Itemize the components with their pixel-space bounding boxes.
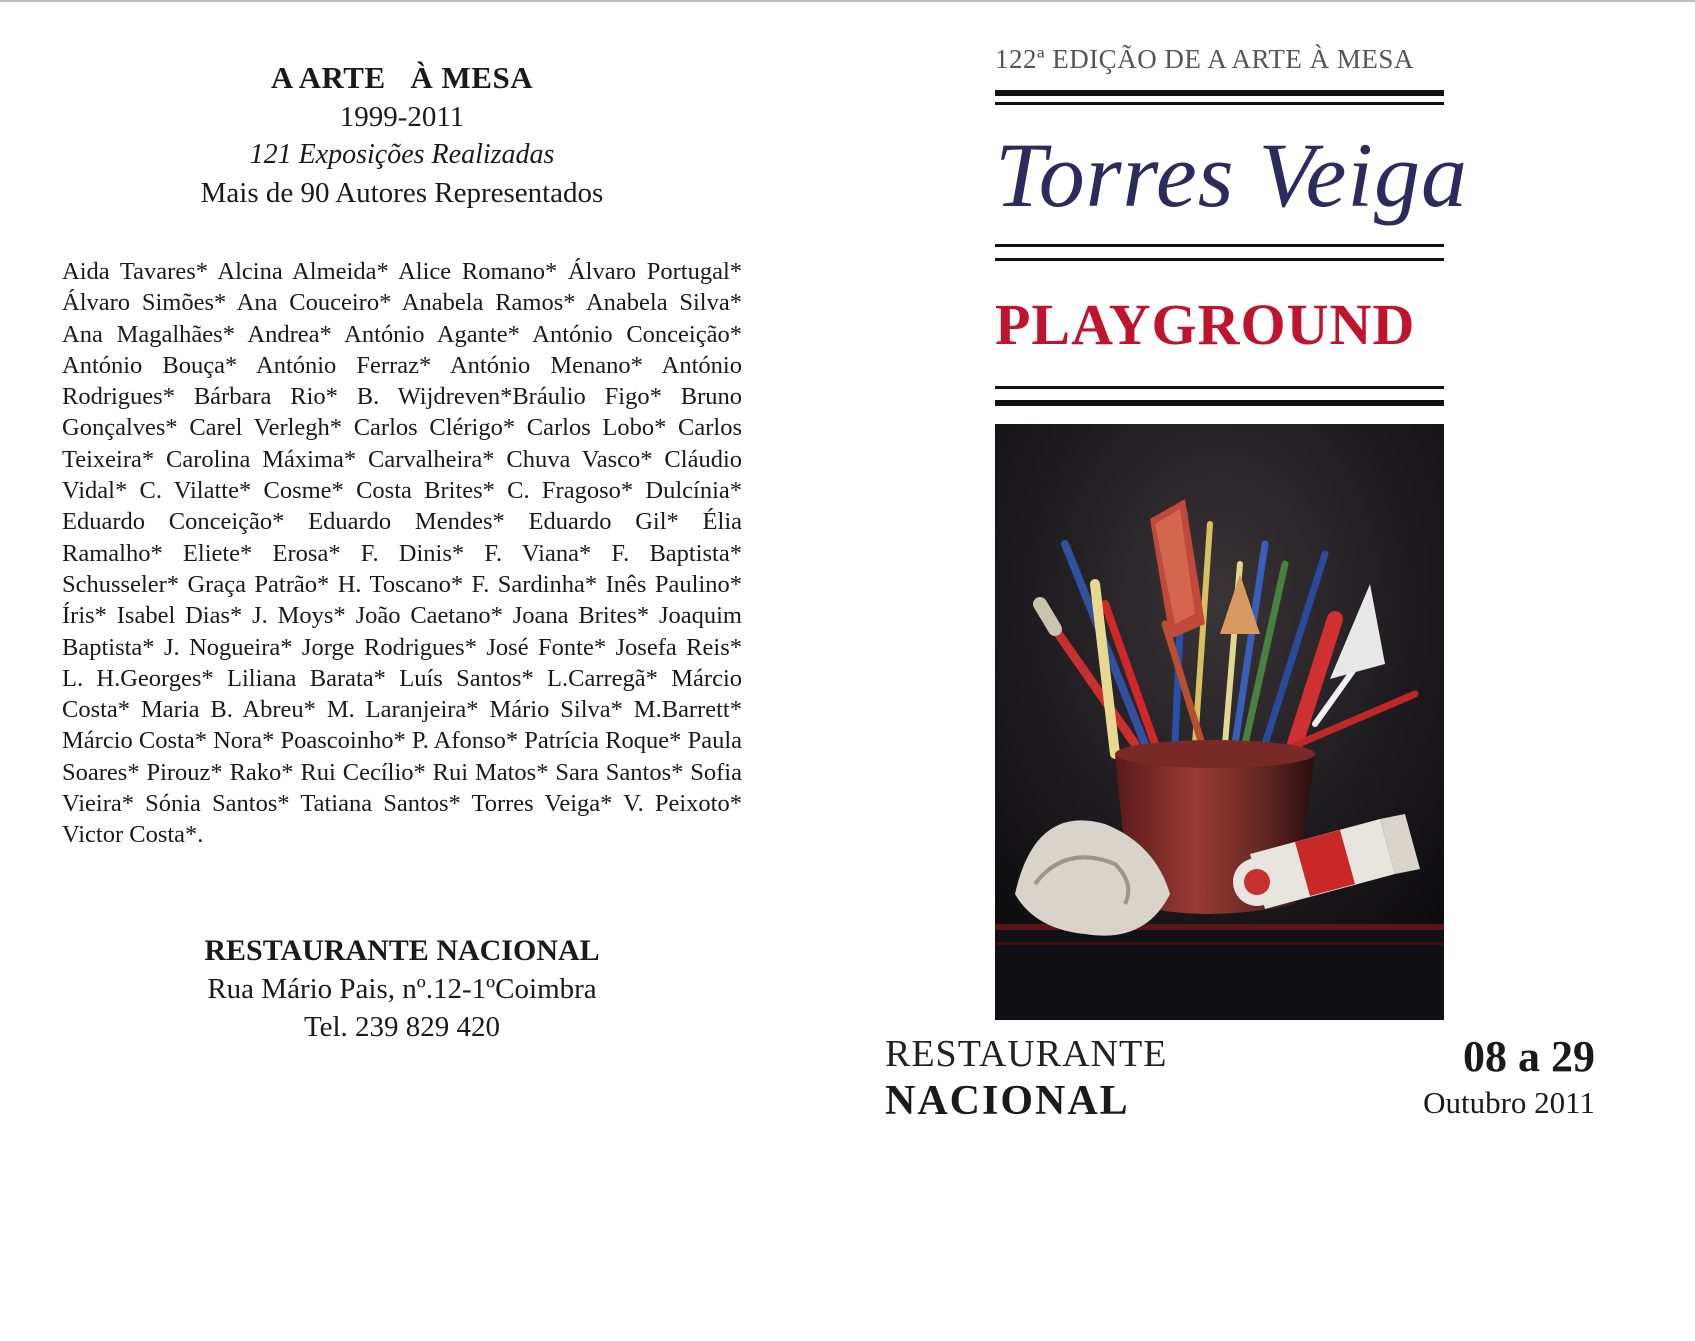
restaurant-name-right [885, 1032, 1205, 1126]
series-years: 1999-2011 [339, 101, 465, 133]
month-year: Outubro 2011 [1423, 1085, 1595, 1120]
left-header [62, 58, 742, 212]
rule-middle-2 [995, 386, 1444, 406]
exhibition-dates [1390, 1030, 1595, 1122]
series-title: A ARTE À MESA [270, 60, 534, 95]
date-range: 08 a 29 [1463, 1032, 1595, 1081]
restaurant-address: Rua Mário Pais, nº.12-1ºCoimbra [207, 973, 597, 1005]
authors-count: Mais de 90 Autores Representados [200, 177, 604, 209]
top-edge-line [0, 0, 1695, 2]
left-footer [62, 932, 742, 1046]
restaurant-phone: Tel. 239 829 420 [303, 1011, 501, 1043]
restaurant-line1: RESTAURANTE [885, 1033, 1168, 1075]
exhibitions-count: 121 Exposições Realizadas [249, 139, 555, 170]
restaurant-line2: NACIONAL [885, 1078, 1130, 1124]
edition-heading: 122ª EDIÇÃO DE A ARTE À MESA [995, 44, 1414, 74]
rule-middle-1 [995, 244, 1444, 261]
restaurant-name: RESTAURANTE NACIONAL [204, 934, 600, 967]
artist-name: Torres Veiga [995, 124, 1468, 226]
rule-thin [995, 258, 1444, 261]
rule-top [995, 90, 1444, 105]
exhibition-title: PLAYGROUND [995, 292, 1416, 357]
rule-thick [995, 400, 1444, 406]
authors-list: Aida Tavares* Alcina Almeida* Alice Romano* Álvaro Portugal* Álvaro Simões* Ana Couceiro* Anabela Ramos* Anabela Silva* Ana Magalhães* Andrea* António Agante* António Conceição* António Bouça* António Ferraz* António Menano* António Rodrigues* Bárbara Rio* B. Wijdreven*Bráulio Figo* Bruno Gonçalves* Carel Verlegh* Carlos Clérigo* Carlos Lobo* Carlos Teixeira* Carolina Máxima* Carvalheira* Chuva Vasco* Cláudio Vidal* C. Vilatte* Cosme* Costa Brites* C. Fragoso* Dulcínia* Eduardo Conceição* Eduardo Mendes* Eduardo Gil* Élia Ramalho* Eliete* Erosa* F. Dinis* F. Viana* F. Baptista* Schusseler* Graça Patrão* H. Toscano* F. Sardinha* Inês Paulino* Íris* Isabel Dias* J. Moys* João Caetano* Joana Brites* Joaquim Baptista* J. Nogueira* Jorge Rodrigues* José Fonte* Josefa Reis* L. H.Georges* Liliana Barata* Luís Santos* L.Carregã* Márcio Costa* Maria B. Abreu* M. Laranjeira* Mário Silva* M.Barrett* Márcio Costa* Nora* Poascoinho* P. Afonso* Patrícia Roque* Paula Soares* Pirouz* Rako* Rui Cecílio* Rui Matos* Sara Santos* Sofia Vieira* Sónia Santos* Tatiana Santos* Torres Veiga* V. Peixoto* Victor Costa*. [62, 258, 742, 849]
painting-image [995, 424, 1444, 1020]
rule-thin [995, 102, 1444, 105]
left-panel [62, 58, 742, 1043]
